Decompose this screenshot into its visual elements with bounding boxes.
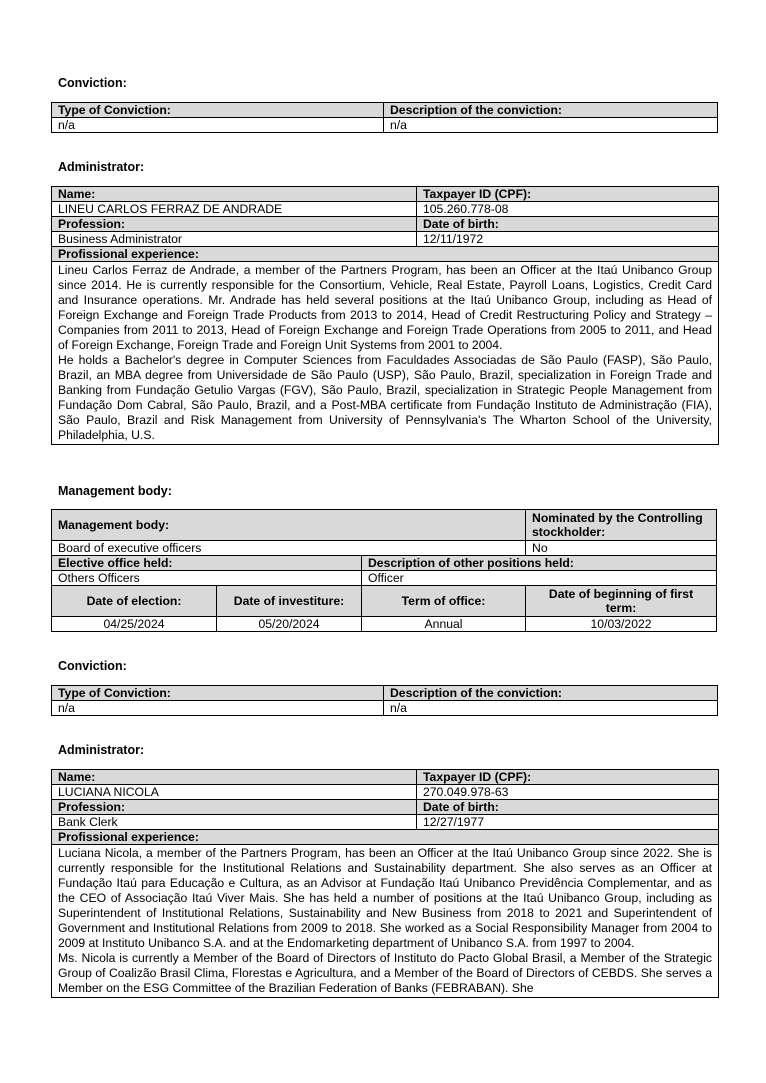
cpf-value: 105.260.778-08 bbox=[417, 202, 719, 217]
administrator-title: Administrator: bbox=[58, 743, 145, 757]
profession-label: Profession: bbox=[52, 217, 417, 232]
dob-value: 12/11/1972 bbox=[417, 232, 719, 247]
conviction-table bbox=[51, 102, 718, 133]
conviction-desc-value: n/a bbox=[384, 701, 718, 716]
experience-paragraph: Ms. Nicola is currently a Member of the Board of Directors of Instituto do Pacto Global Brasil, a Member of the Strategic Group of Coalizão Brasil Clima, Florestas e Agricultura, and a Member of the Board of Directors of CEBDS. She serves a Member on the ESG Committee of the Brazilian Federation of Banks (FEBRABAN). She bbox=[58, 951, 712, 995]
name-value: LUCIANA NICOLA bbox=[52, 785, 417, 800]
conviction-title: Conviction: bbox=[58, 76, 127, 90]
conviction-title: Conviction: bbox=[58, 659, 127, 673]
experience-paragraph: He holds a Bachelor's degree in Computer Sciences from Faculdades Associadas de São Paulo (FASP), São Paulo, Brazil, an MBA degree from Universidade de São Paulo (USP), São Paulo, Brazil, specialization in Foreign Trade and Banking from Fundação Getulio Vargas (FGV), São Paulo, Brazil, specialization in Strategic People Management from Fundação Dom Cabral, São Paulo, Brazil, and a Post-MBA certificate from Fundação Instituto de Administração (FIA), São Paulo, Brazil and Risk Management from University of Pennsylvania's The Wharton School of the University, Philadelphia, U.S. bbox=[58, 353, 712, 442]
experience-paragraph: Lineu Carlos Ferraz de Andrade, a member of the Partners Program, has been an Officer at the Itaú Unibanco Group since 2014. He is currently responsible for the Consortium, Vehicle, Real Estate, Payroll Loans, Logistics, Credit Card and Insurance operations. Mr. Andrade has held several positions at the Itaú Unibanco Group, including as Head of Foreign Exchange and Foreign Trade Products from 2013 to 2014, Head of Credit Restructuring Policy and Strategy – Companies from 2011 to 2013, Head of Foreign Exchange and Foreign Trade Operations from 2005 to 2011, and Head of Foreign Exchange, Foreign Trade and Foreign Unit Systems from 2001 to 2004. bbox=[58, 263, 712, 352]
election-date-label: Date of election: bbox=[52, 586, 217, 617]
experience-label: Profissional experience: bbox=[52, 247, 719, 262]
experience-label: Profissional experience: bbox=[52, 830, 719, 845]
administrator-table bbox=[51, 769, 719, 998]
administrator-title: Administrator: bbox=[58, 160, 145, 174]
experience-text bbox=[52, 845, 719, 998]
first-term-value: 10/03/2022 bbox=[526, 617, 717, 632]
conviction-desc-value: n/a bbox=[384, 118, 718, 133]
conviction-type-value: n/a bbox=[52, 701, 384, 716]
experience-paragraph: Luciana Nicola, a member of the Partners Program, has been an Officer at the Itaú Unibanco Group since 2022. She is currently responsible for the Institutional Relations and Sustainability department. She also serves as an Officer at Fundação Itaú para Educação e Cultura, as an Advisor at Fundação Itaú Unibanco Previdência Complementar, and as the CEO of Associação Itaú Viver Mais. She has held a number of positions at the Itaú Unibanco Group, including as Superintendent of Institutional Relations, Sustainability and New Business from 2018 to 2021 and Superintendent of Government and Institutional Relations from 2009 to 2018. She worked as a Social Responsibility Manager from 2004 to 2009 at Instituto Unibanco S.A. and at the Endomarketing department of Unibanco S.A. from 1997 to 2004. bbox=[58, 846, 712, 950]
dob-value: 12/27/1977 bbox=[417, 815, 719, 830]
conviction-desc-header: Description of the conviction: bbox=[384, 686, 718, 701]
term-label: Term of office: bbox=[362, 586, 526, 617]
conviction-desc-header: Description of the conviction: bbox=[384, 103, 718, 118]
investiture-date-value: 05/20/2024 bbox=[217, 617, 362, 632]
nominated-value: No bbox=[526, 541, 717, 556]
cpf-label: Taxpayer ID (CPF): bbox=[417, 187, 719, 202]
nominated-label: Nominated by the Controlling stockholder: bbox=[526, 510, 717, 541]
term-value: Annual bbox=[362, 617, 526, 632]
management-body-label: Management body: bbox=[52, 510, 526, 541]
profession-value: Bank Clerk bbox=[52, 815, 417, 830]
election-date-value: 04/25/2024 bbox=[52, 617, 217, 632]
elective-office-value: Others Officers bbox=[52, 571, 362, 586]
name-value: LINEU CARLOS FERRAZ DE ANDRADE bbox=[52, 202, 417, 217]
conviction-type-value: n/a bbox=[52, 118, 384, 133]
first-term-label: Date of beginning of first term: bbox=[526, 586, 717, 617]
cpf-value: 270.049.978-63 bbox=[417, 785, 719, 800]
cpf-label: Taxpayer ID (CPF): bbox=[417, 770, 719, 785]
administrator-table bbox=[51, 186, 719, 445]
conviction-type-header: Type of Conviction: bbox=[52, 686, 384, 701]
experience-text bbox=[52, 262, 719, 445]
other-positions-value: Officer bbox=[362, 571, 717, 586]
dob-label: Date of birth: bbox=[417, 800, 719, 815]
profession-label: Profession: bbox=[52, 800, 417, 815]
profession-value: Business Administrator bbox=[52, 232, 417, 247]
investiture-date-label: Date of investiture: bbox=[217, 586, 362, 617]
conviction-type-header: Type of Conviction: bbox=[52, 103, 384, 118]
name-label: Name: bbox=[52, 187, 417, 202]
elective-office-label: Elective office held: bbox=[52, 556, 362, 571]
management-body-title: Management body: bbox=[58, 484, 172, 498]
management-body-value: Board of executive officers bbox=[52, 541, 526, 556]
other-positions-label: Description of other positions held: bbox=[362, 556, 717, 571]
conviction-table bbox=[51, 685, 718, 716]
name-label: Name: bbox=[52, 770, 417, 785]
dob-label: Date of birth: bbox=[417, 217, 719, 232]
management-body-table bbox=[51, 509, 717, 632]
